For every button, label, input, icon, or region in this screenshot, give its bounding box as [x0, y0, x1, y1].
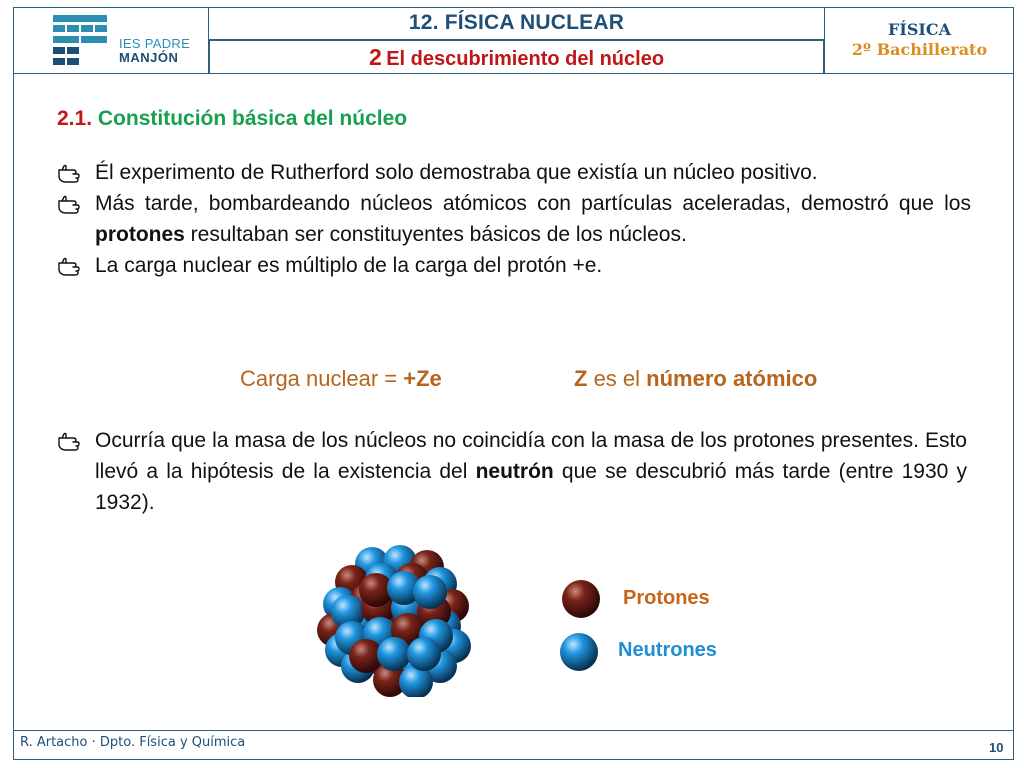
- bullet-list-2: [57, 425, 967, 518]
- subject-label: FÍSICA: [887, 20, 952, 39]
- page-number: 10: [989, 740, 1004, 755]
- bullet-text: que se descubrió más tarde (entre 1930 y 1932).: [95, 460, 967, 514]
- list-item: [57, 425, 967, 518]
- pointing-hand-icon: [57, 425, 87, 456]
- neutron-legend-label: Neutrones: [618, 639, 717, 661]
- bullet-text: Ocurría que la masa de los núcleos no coincidía con la masa de los protones presentes. Esto llevó a la hipótesis de la existencia del: [95, 429, 967, 483]
- logo-line1: IES PADRE: [119, 36, 191, 51]
- bullet-bold: neutrón: [475, 460, 554, 483]
- logo-text: [119, 37, 190, 65]
- formula-bold: número atómico: [646, 366, 818, 391]
- bullet-text: Más tarde, bombardeando núcleos atómicos con partículas aceleradas, demostró que los: [95, 192, 971, 215]
- neutron-sphere: [377, 637, 411, 671]
- nucleus-illustration: [312, 542, 482, 697]
- proton-legend-icon: [561, 579, 601, 619]
- unit-title: 12. FÍSICA NUCLEAR: [408, 11, 625, 34]
- section-heading: [57, 107, 407, 131]
- bullet-bold: protones: [95, 223, 185, 246]
- bullet-text: La carga nuclear es múltiplo de la carga del protón +e.: [95, 254, 603, 277]
- bullet-list: [57, 157, 971, 281]
- unit-title-box: [209, 7, 824, 40]
- bullet-text: resultaban ser constituyentes básicos de los núcleos.: [184, 223, 687, 246]
- section-title: Constitución básica del núcleo: [97, 107, 408, 130]
- logo-grid-icon: [53, 15, 107, 67]
- formula-text: Carga nuclear =: [240, 366, 404, 391]
- pointing-hand-icon: [57, 157, 87, 188]
- course-label: 2º Bachillerato: [851, 40, 988, 59]
- neutron-sphere: [413, 575, 447, 609]
- footer-divider: [13, 730, 1014, 731]
- proton-legend-label: Protones: [623, 587, 710, 609]
- footer-author: R. Artacho · Dpto. Física y Química: [20, 735, 246, 750]
- formula-bold: +Ze: [403, 366, 442, 391]
- section-number: 2.1.: [57, 107, 93, 130]
- formula-charge: [240, 366, 442, 392]
- formula-bold: Z: [574, 366, 588, 391]
- list-item: [57, 250, 971, 281]
- formula-atomic-number: [574, 366, 817, 392]
- lesson-title-box: [209, 40, 824, 74]
- logo-line2: MANJÓN: [119, 50, 179, 65]
- neutron-legend-icon: [559, 632, 599, 672]
- course-box: [824, 7, 1014, 74]
- bullet-text: Él experimento de Rutherford solo demostraba que existía un núcleo positivo.: [95, 161, 818, 184]
- pointing-hand-icon: [57, 250, 87, 281]
- lesson-number: 2: [368, 44, 382, 70]
- formula-text: es el: [587, 366, 647, 391]
- lesson-title: El descubrimiento del núcleo: [386, 48, 665, 70]
- neutron-sphere: [407, 637, 441, 671]
- list-item: [57, 188, 971, 250]
- pointing-hand-icon: [57, 188, 87, 219]
- list-item: [57, 157, 971, 188]
- school-logo: [13, 7, 209, 74]
